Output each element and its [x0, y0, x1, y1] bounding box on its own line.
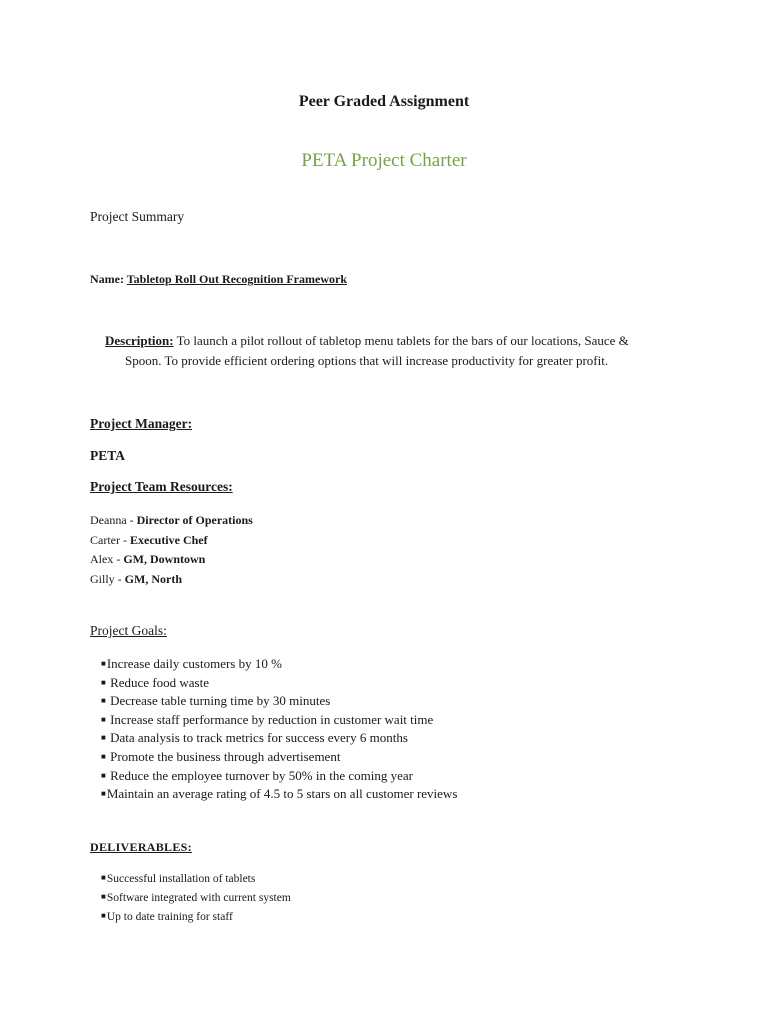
team-member-role: Executive Chef — [129, 532, 208, 547]
description-label: Description: — [105, 333, 174, 348]
goals-list — [101, 655, 457, 804]
team-member-name: Carter - — [90, 532, 130, 547]
document-title: Peer Graded Assignment — [298, 93, 470, 110]
team-member-name: Gilly - — [90, 571, 125, 586]
team-member — [90, 511, 253, 531]
bullet-icon: ■ — [101, 733, 106, 743]
project-name-row — [90, 272, 347, 287]
bullet-icon: ■ — [101, 770, 106, 780]
team-member — [90, 550, 253, 570]
team-list — [90, 511, 253, 589]
charter-subtitle: PETA Project Charter — [301, 150, 467, 171]
deliverables-list — [101, 869, 291, 926]
project-goals-label: Project Goals: — [90, 623, 167, 638]
bullet-icon: ■ — [101, 714, 106, 724]
bullet-icon: ■ — [101, 789, 106, 799]
bullet-icon: ■ — [101, 696, 106, 706]
team-member-name: Alex - — [90, 552, 124, 566]
description-line-2: Spoon. To provide efficient ordering options that will increase productivity for greater profit. — [125, 353, 609, 368]
list-item: ■ Reduce the employee turnover by 50% in the coming year — [101, 767, 413, 783]
bullet-icon: ■ — [101, 751, 106, 761]
bullet-icon: ■ — [101, 873, 106, 882]
list-item: ■Maintain an average rating of 4.5 to 5 stars on all customer reviews — [101, 786, 458, 802]
bullet-icon: ■ — [101, 659, 106, 668]
team-member-name: Deanna - — [90, 513, 137, 527]
team-member-role: Director of Operations — [136, 513, 253, 527]
list-item: ■ Reduce food waste — [101, 674, 210, 690]
list-item: ■Up to date training for staff — [101, 911, 233, 923]
description-block — [105, 331, 675, 371]
bullet-icon: ■ — [101, 911, 106, 920]
bullet-icon: ■ — [101, 677, 106, 687]
project-manager-value: PETA — [90, 448, 126, 463]
name-label: Name: — [90, 272, 124, 286]
bullet-icon: ■ — [101, 892, 106, 901]
list-item: ■ Decrease table turning time by 30 minutes — [101, 693, 331, 709]
list-item: ■Software integrated with current system — [101, 892, 291, 904]
team-resources-label: Project Team Resources: — [90, 479, 233, 494]
list-item: ■ Increase staff performance by reduction in customer wait time — [101, 711, 434, 727]
list-item: ■Successful installation of tablets — [101, 873, 256, 885]
team-member-role: GM, Downtown — [123, 552, 206, 566]
list-item: ■ Data analysis to track metrics for success every 6 months — [101, 730, 408, 746]
name-value: Tabletop Roll Out Recognition Framework — [126, 272, 347, 286]
description-line-1: To launch a pilot rollout of tabletop menu tablets for the bars of our locations, Sauce & — [176, 333, 629, 348]
deliverables-label: DELIVERABLES: — [90, 840, 192, 854]
project-manager-label: Project Manager: — [90, 416, 193, 431]
list-item: ■ Promote the business through advertisement — [101, 748, 341, 764]
team-member — [90, 531, 253, 551]
summary-heading: Project Summary — [90, 209, 185, 224]
list-item: ■Increase daily customers by 10 % — [101, 656, 282, 671]
team-member — [90, 570, 253, 590]
team-member-role: GM, North — [124, 571, 182, 586]
